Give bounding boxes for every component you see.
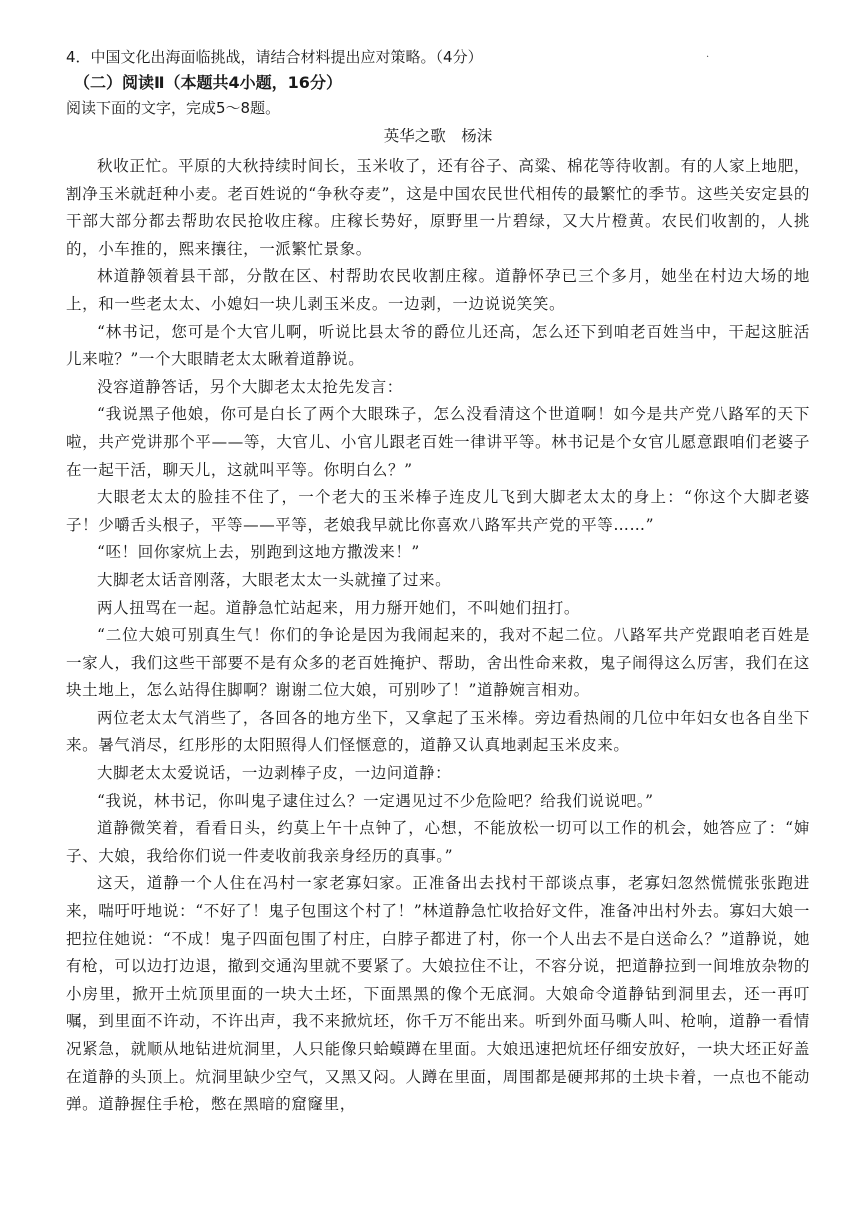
article-paragraph: “林书记，您可是个大官儿啊，听说比县太爷的爵位儿还高，怎么还下到咱老百姓当中，干起这脏活儿来啦？”一个大眼睛老太太瞅着道静说。	[66, 322, 810, 369]
article-paragraph: 林道静领着县干部，分散在区、村帮助农民收割庄稼。道静怀孕已三个多月，她坐在村边大场的地上，和一些老太太、小媳妇一块儿剥玉米皮。一边剥，一边说说笑笑。	[66, 267, 810, 313]
question-4: 4．中国文化出海面临挑战，请结合材料提出应对策略。（4分）	[66, 48, 483, 66]
article-paragraph: 秋收正忙。平原的大秋持续时间长，玉米收了，还有谷子、高粱、棉花等待收割。有的人家上地肥，割净玉米就赶种小麦。老百姓说的“争秋夺麦”，这是中国农民世代相传的最繁忙的季节。这些关安定县的干部大部分都去帮助农民抢收庄稼。庄稼长势好，原野里一片碧绿，又大片橙黄。农民们收割的，人挑的，小车推的，熙来攘往，一派繁忙景象。	[66, 157, 810, 258]
section-title: （二）阅读Ⅱ（本题共4小题，16分）	[74, 73, 342, 92]
article-paragraph: 两人扭骂在一起。道静急忙站起来，用力掰开她们，不叫她们扭打。	[97, 598, 581, 617]
article-paragraph: 两位老太太气消些了，各回各的地方坐下，又拿起了玉米棒。旁边看热闹的几位中年妇女也各自坐下来。暑气消尽，红彤彤的太阳照得人们怪惬意的，道静又认真地剥起玉米皮来。	[66, 708, 810, 755]
scan-mark: ·	[706, 52, 710, 63]
article-paragraph: 大眼老太太的脸挂不住了，一个老大的玉米棒子连皮儿飞到大脚老太太的身上：“你这个大脚老婆子！少嚼舌头根子，平等——平等，老娘我早就比你喜欢八路军共产党的平等……”	[66, 488, 810, 534]
reading-instruction: 阅读下面的文字，完成5～8题。	[66, 99, 281, 117]
article-body	[66, 153, 810, 1119]
article-paragraph: “我说黑子他娘，你可是白长了两个大眼珠子，怎么没看清这个世道啊！如今是共产党八路军的天下啦，共产党讲那个平——等，大官儿、小官儿跟老百姓一律讲平等。林书记是个女官儿愿意跟咱们老婆子在一起干活，聊天儿，这就叫平等。你明白么？”	[66, 405, 810, 479]
article-title: 英华之歌 杨沫	[383, 127, 493, 145]
article-paragraph: “我说，林书记，你叫鬼子逮住过么？一定遇见过不少危险吧？给我们说说吧。”	[97, 791, 654, 810]
article-paragraph: 这天，道静一个人住在冯村一家老寡妇家。正准备出去找村干部谈点事，老寡妇忽然慌慌张张跑进来，喘吁吁地说：“不好了！鬼子包围这个村了！”林道静急忙收拾好文件，准备冲出村外去。寡妇大娘一把拉住她说：“不成！鬼子四面包围了村庄，白脖子都进了村，你一个人出去不是白送命么？”道静说，她有枪，可以边打边退，撤到交通沟里就不要紧了。大娘拉住不让，不容分说，把道静拉到一间堆放杂物的小房里，掀开土炕顶里面的一块大土坯，下面黑黑的像个无底洞。大娘命令道静钻到洞里去，还一再叮嘱，到里面不许动，不许出声，我不来掀炕坯，你千万不能出来。听到外面马嘶人叫、枪响，道静一看情况紧急，就顺从地钻进炕洞里，人只能像只蛤蟆蹲在里面。大娘迅速把炕坯仔细安放好，一块大坯正好盖在道静的头顶上。炕洞里缺少空气，又黑又闷。人蹲在里面，周围都是硬邦邦的土块卡着，一点也不能动弹。道静握住手枪，憋在黑暗的窟窿里，	[66, 874, 810, 1114]
article-paragraph: 没容道静答话，另个大脚老太太抢先发言：	[97, 377, 403, 396]
article-paragraph: “二位大娘可别真生气！你们的争论是因为我闹起来的，我对不起二位。八路军共产党跟咱老百姓是一家人，我们这些干部要不是有众多的老百姓掩护、帮助，舍出性命来救，鬼子闹得这么厉害，我们在这块土地上，怎么站得住脚啊？谢谢二位大娘，可别吵了！”道静婉言相劝。	[66, 626, 810, 700]
article-paragraph: 大脚老太太爱说话，一边剥棒子皮，一边问道静：	[97, 764, 452, 783]
article-paragraph: 道静微笑着，看看日头，约莫上午十点钟了，心想，不能放松一切可以工作的机会，她答应了：“婶子、大娘，我给你们说一件麦收前我亲身经历的真事。”	[66, 819, 810, 865]
article-paragraph: 大脚老太话音刚落，大眼老太太一头就撞了过来。	[97, 570, 452, 589]
article-paragraph: “呸！回你家炕上去，别跑到这地方撒泼来！”	[97, 543, 420, 562]
